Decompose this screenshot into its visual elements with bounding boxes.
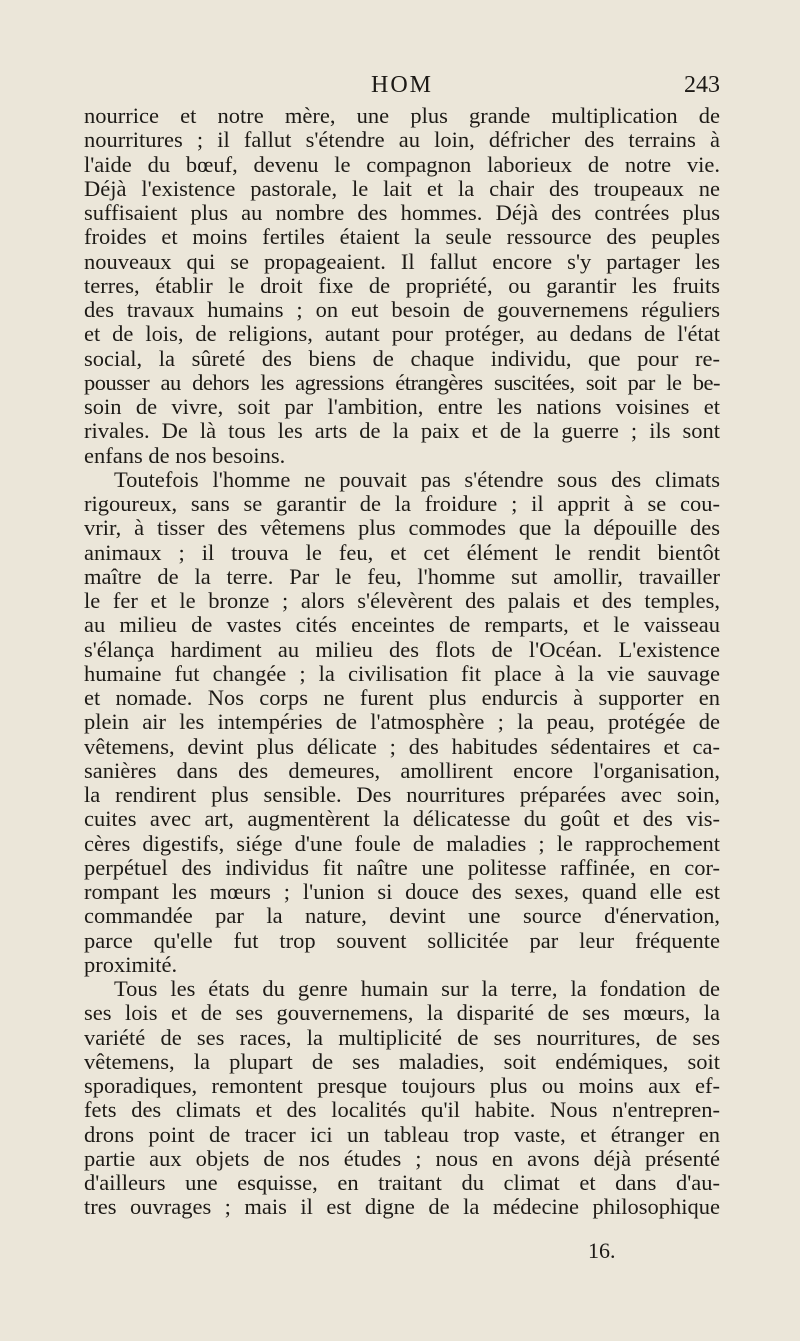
text-line: tres ouvrages ; mais il est digne de la médecine philosophique [84, 1194, 720, 1220]
paragraph-1 [84, 104, 720, 468]
text-line: animaux ; il trouva le feu, et cet élément le rendit bientôt [84, 539, 720, 565]
text-line: la rendirent plus sensible. Des nourritures préparées avec soin, [84, 782, 720, 807]
text-line: vêtemens, devint plus délicate ; des habitudes sédentaires et ca- [84, 733, 720, 759]
paragraph-3 [84, 977, 720, 1220]
text-line: et de lois, de religions, autant pour protéger, au dedans de l'état [84, 321, 720, 347]
text-line: Déjà l'existence pastorale, le lait et la chair des troupeaux ne [84, 175, 720, 201]
text-line: sanières dans des demeures, amollirent encore l'organisation, [84, 757, 720, 783]
text-line: enfans de nos besoins. [84, 442, 286, 468]
running-head-title: HOM [370, 72, 433, 98]
text-line: Tous les états du genre humain sur la terre, la fondation de [114, 976, 720, 1001]
text-line: ses lois et de ses gouvernemens, la disparité de ses mœurs, la [84, 1000, 720, 1026]
text-line: vrir, à tisser des vêtemens plus commodes que la dépouille des [84, 515, 720, 541]
text-line: Toutefois l'homme ne pouvait pas s'étendre sous des climats [114, 466, 720, 492]
page-number: 243 [684, 72, 720, 98]
text-line: rigoureux, sans se garantir de la froidure ; il apprit à se cou- [84, 491, 720, 516]
text-line: terres, établir le droit fixe de propriété, ou garantir les fruits [84, 272, 720, 298]
text-line: proximité. [84, 951, 178, 977]
text-line: froides et moins fertiles étaient la seule ressource des peuples [84, 224, 720, 250]
text-line: nouveaux qui se propageaient. Il fallut encore s'y partager les [84, 248, 720, 274]
text-line: social, la sûreté des biens de chaque individu, que pour re- [84, 345, 720, 371]
text-line: sporadiques, remontent presque toujours plus ou moins aux ef- [84, 1073, 720, 1098]
text-line: d'ailleurs une esquisse, en traitant du climat et dans d'au- [84, 1170, 720, 1195]
text-line: le fer et le bronze ; alors s'élevèrent des palais et des temples, [84, 588, 720, 613]
text-line: cères digestifs, siége d'une foule de maladies ; le rapprochement [84, 830, 720, 856]
text-line: s'élança hardiment au milieu des flots de l'Océan. L'existence [84, 636, 720, 662]
text-line: maître de la terre. Par le feu, l'homme sut amollir, travailler [84, 563, 720, 589]
text-line: des travaux humains ; on eut besoin de gouvernemens réguliers [84, 297, 720, 322]
text-line: vêtemens, la plupart de ses maladies, soit endémiques, soit [84, 1048, 720, 1074]
text-line: plein air les intempéries de l'atmosphère ; la peau, protégée de [84, 709, 720, 735]
text-line: parce qu'elle fut trop souvent sollicitée par leur fréquente [84, 927, 720, 953]
body-text [84, 104, 720, 1220]
text-line: suffisaient plus au nombre des hommes. Déjà des contrées plus [84, 200, 720, 225]
text-line: rompant les mœurs ; l'union si douce des sexes, quand elle est [84, 879, 720, 904]
paragraph-2 [84, 468, 720, 977]
text-line: perpétuel des individus fit naître une politesse raffinée, en cor- [84, 854, 720, 880]
signature-mark: 16. [588, 1238, 616, 1263]
text-line: nourrice et notre mère, une plus grande multiplication de [84, 103, 720, 128]
text-line: partie aux objets de nos études ; nous en avons déjà présenté [84, 1145, 720, 1171]
text-line: cuites avec art, augmentèrent la délicatesse du goût et des vis- [84, 806, 720, 832]
running-head [84, 72, 720, 106]
text-line: commandée par la nature, devint une source d'énervation, [84, 903, 720, 929]
text-line: nourritures ; il fallut s'étendre au loin, défricher des terrains à [84, 127, 720, 153]
text-line: humaine fut changée ; la civilisation fit place à la vie sauvage [84, 660, 720, 686]
text-line: au milieu de vastes cités enceintes de remparts, et le vaisseau [84, 612, 720, 638]
text-line: soin de vivre, soit par l'ambition, entre les nations voisines et [84, 394, 720, 419]
text-line: fets des climats et des localités qu'il habite. Nous n'entrepren- [84, 1097, 720, 1123]
text-line: variété de ses races, la multiplicité de ses nourritures, de ses [84, 1024, 720, 1050]
text-line: et nomade. Nos corps ne furent plus endurcis à supporter en [84, 685, 720, 710]
text-line: l'aide du bœuf, devenu le compagnon laborieux de notre vie. [84, 151, 720, 177]
text-line: rivales. De là tous les arts de la paix et de la guerre ; ils sont [84, 418, 720, 444]
text-line: pousser au dehors les agressions étrangères suscitées, soit par le be- [84, 369, 720, 395]
text-line: drons point de tracer ici un tableau trop vaste, et étranger en [84, 1121, 720, 1147]
